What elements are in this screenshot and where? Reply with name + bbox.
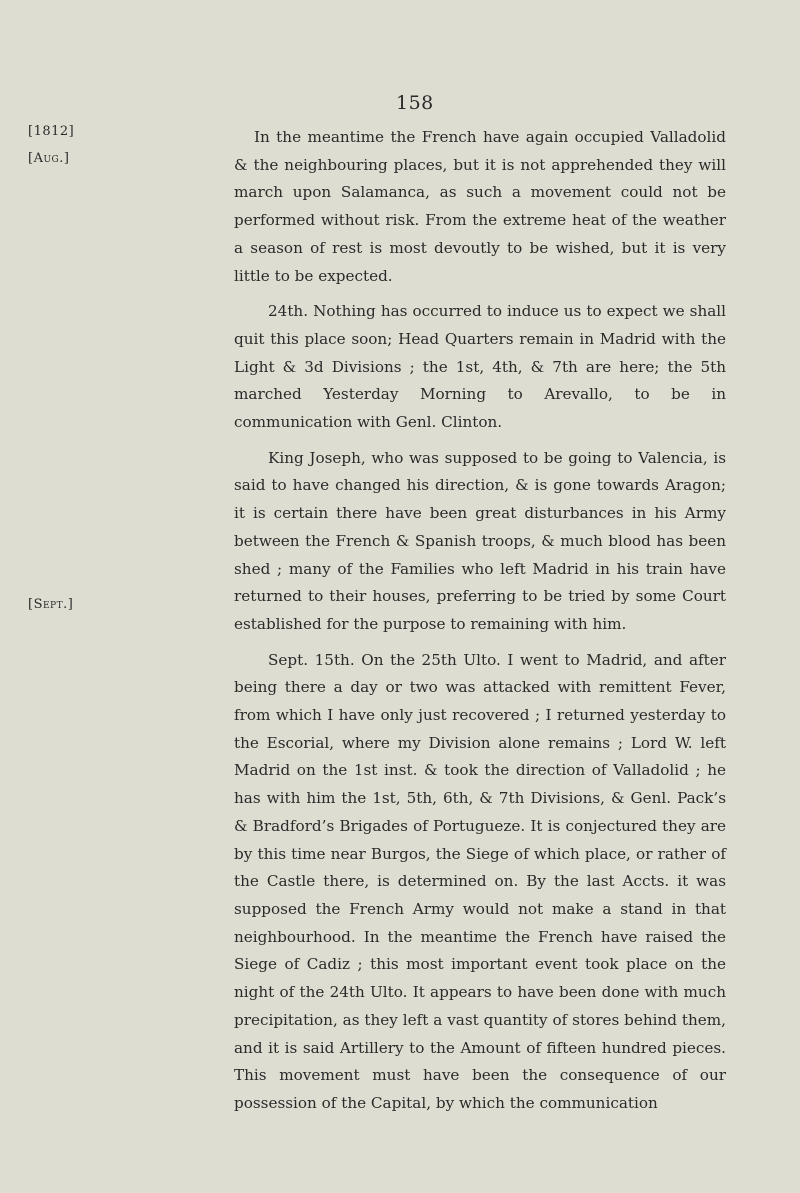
margin-note-month-sept: [Sept.] xyxy=(28,597,74,612)
body-text xyxy=(234,124,726,1126)
margin-note-month-aug: [Aug.] xyxy=(28,151,70,166)
paragraph: 24th. Nothing has occurred to induce us to expect we shall quit this place soon; Head Quarters remain in Madrid with the Light & 3d Divisions ; the 1st, 4th, & 7th are here; the 5th marched Yesterday Morning to Arevallo, to be in communication with Genl. Clinton. xyxy=(234,302,726,432)
paragraph: In the meantime the French have again occupied Valladolid & the neighbouring places, but it is not apprehended they will march upon Salamanca, as such a movement could not be performed without risk. From the extreme heat of the weather a season of rest is most devoutly to be wished, but it is very little to be expected. xyxy=(234,128,726,285)
paragraph: Sept. 15th. On the 25th Ulto. I went to Madrid, and after being there a day or two was attacked with remittent Fever, from which I have only just recovered ; I returned yesterday to the Escorial, where my Division alone remains ; Lord W. left Madrid on the 1st inst. & took the direction of Valladolid ; he has with him the 1st, 5th, 6th, & 7th Divisions, & Genl. Pack’s & Bradford’s Brigades of Portugueze. It is conjectured they are by this time near Burgos, the Siege of which place, or rather of the Castle there, is determined on. By the last Accts. it was supposed the French Army would not make a stand in that neighbourhood. In the meantime the French have raised the Siege of Cadiz ; this most important event took place on the night of the 24th Ulto. It appears to have been done with much precipitation, as they left a vast quantity of stores behind them, and it is said Artillery to the Amount of fifteen hundred pieces. This movement must have been the consequence of our possession of the Capital, by which the communication xyxy=(234,650,726,1112)
paragraph: King Joseph, who was supposed to be going to Valencia, is said to have changed his direction, & is gone towards Aragon; it is certain there have been great disturbances in his Army between the French & Spanish troops, & much blood has been shed ; many of the Families who left Madrid in his train have returned to their houses, preferring to be tried by some Court established for the purpose to remaining with him. xyxy=(234,448,726,633)
page-number: 158 xyxy=(396,92,434,114)
margin-note-year: [1812] xyxy=(28,124,75,139)
